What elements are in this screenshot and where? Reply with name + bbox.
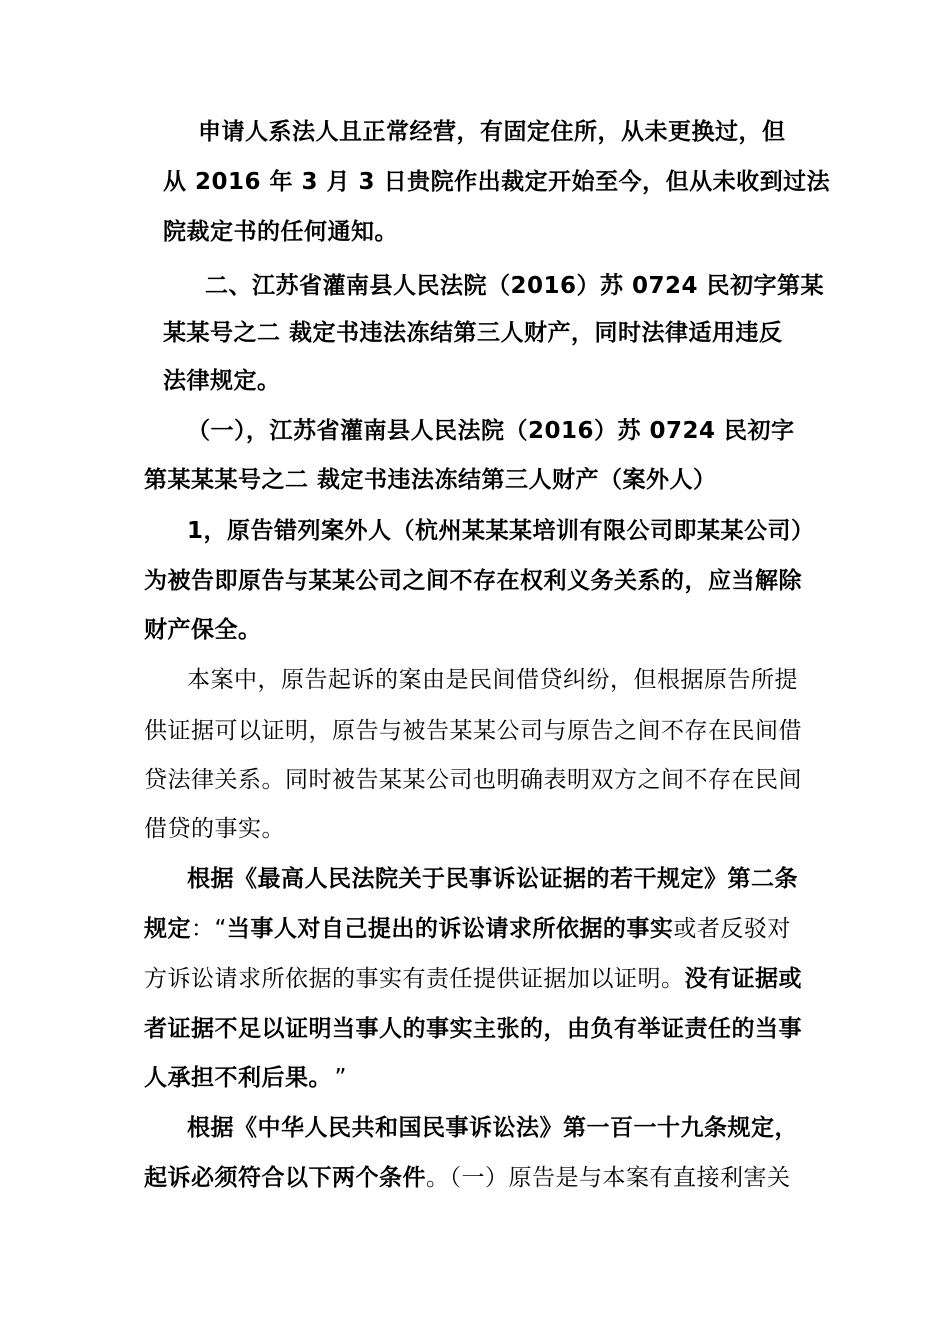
- rule-line5-part-b: ”: [334, 1065, 347, 1091]
- rule-line2-part-d: 或者反驳对: [673, 916, 791, 942]
- para1-line3: 院裁定书的任何通知。: [163, 219, 398, 245]
- law-line1: 根据《中华人民共和国民事诉讼法》第一百一十九条规定，: [187, 1115, 798, 1141]
- point1-line2: 为被告即原告与某某公司之间不存在权利义务关系的，应当解除: [144, 568, 802, 594]
- heading3-line2: 第某某某号之二 裁定书违法冻结第三人财产（案外人）: [144, 467, 717, 493]
- point1-line1: 1，原告错列案外人（杭州某某某培训有限公司即某某公司）: [187, 518, 815, 544]
- rule-line5-part-a: 人承担不利后果。: [144, 1065, 321, 1091]
- rule-line1: 根据《最高人民法院关于民事诉讼证据的若干规定》第二条: [187, 866, 798, 892]
- law-line2-part-a: 起诉必须符合以下两个条件: [144, 1165, 426, 1191]
- para1-line2: 从 2016 年 3 月 3 日贵院作出裁定开始至今，但从未收到过法: [163, 169, 831, 195]
- heading2-line2: 某某号之二 裁定书违法冻结第三人财产，同时法律适用违反: [163, 320, 783, 346]
- rule-line2-part-c: 当事人对自己提出的诉讼请求所依据的事实: [226, 916, 674, 942]
- rule-line2-part-a: 规定: [144, 916, 191, 942]
- rule-line3-part-a: 方诉讼请求所依据的事实有责任提供证据加以证明。: [144, 966, 685, 992]
- case-line3: 贷法律关系。同时被告某某公司也明确表明双方之间不存在民间: [144, 767, 802, 793]
- heading3-line1: （一），江苏省灌南县人民法院（2016）苏 0724 民初字: [187, 418, 795, 444]
- case-line1: 本案中，原告起诉的案由是民间借贷纠纷，但根据原告所提: [187, 667, 798, 693]
- rule-line5: [144, 1063, 347, 1093]
- rule-line4: 者证据不足以证明当事人的事实主张的，由负有举证责任的当事: [144, 1016, 802, 1042]
- rule-line2: [144, 914, 791, 944]
- rule-line2-part-b: ：“: [191, 916, 227, 942]
- heading2-line1: 二、江苏省灌南县人民法院（2016）苏 0724 民初字第某: [205, 273, 825, 299]
- heading2-line3: 法律规定。: [163, 368, 281, 394]
- law-line2-part-b: 。（一）原告是与本案有直接利害关: [426, 1165, 791, 1191]
- case-line4: 借贷的事实。: [144, 816, 285, 842]
- point1-line3: 财产保全。: [144, 617, 262, 643]
- rule-line3-part-b: 没有证据或: [684, 966, 802, 992]
- rule-line3: [144, 964, 802, 994]
- law-line2: [144, 1163, 791, 1193]
- para1-line1: 申请人系法人且正常经营，有固定住所，从未更换过，但: [198, 119, 786, 145]
- case-line2: 供证据可以证明，原告与被告某某公司与原告之间不存在民间借: [144, 718, 802, 744]
